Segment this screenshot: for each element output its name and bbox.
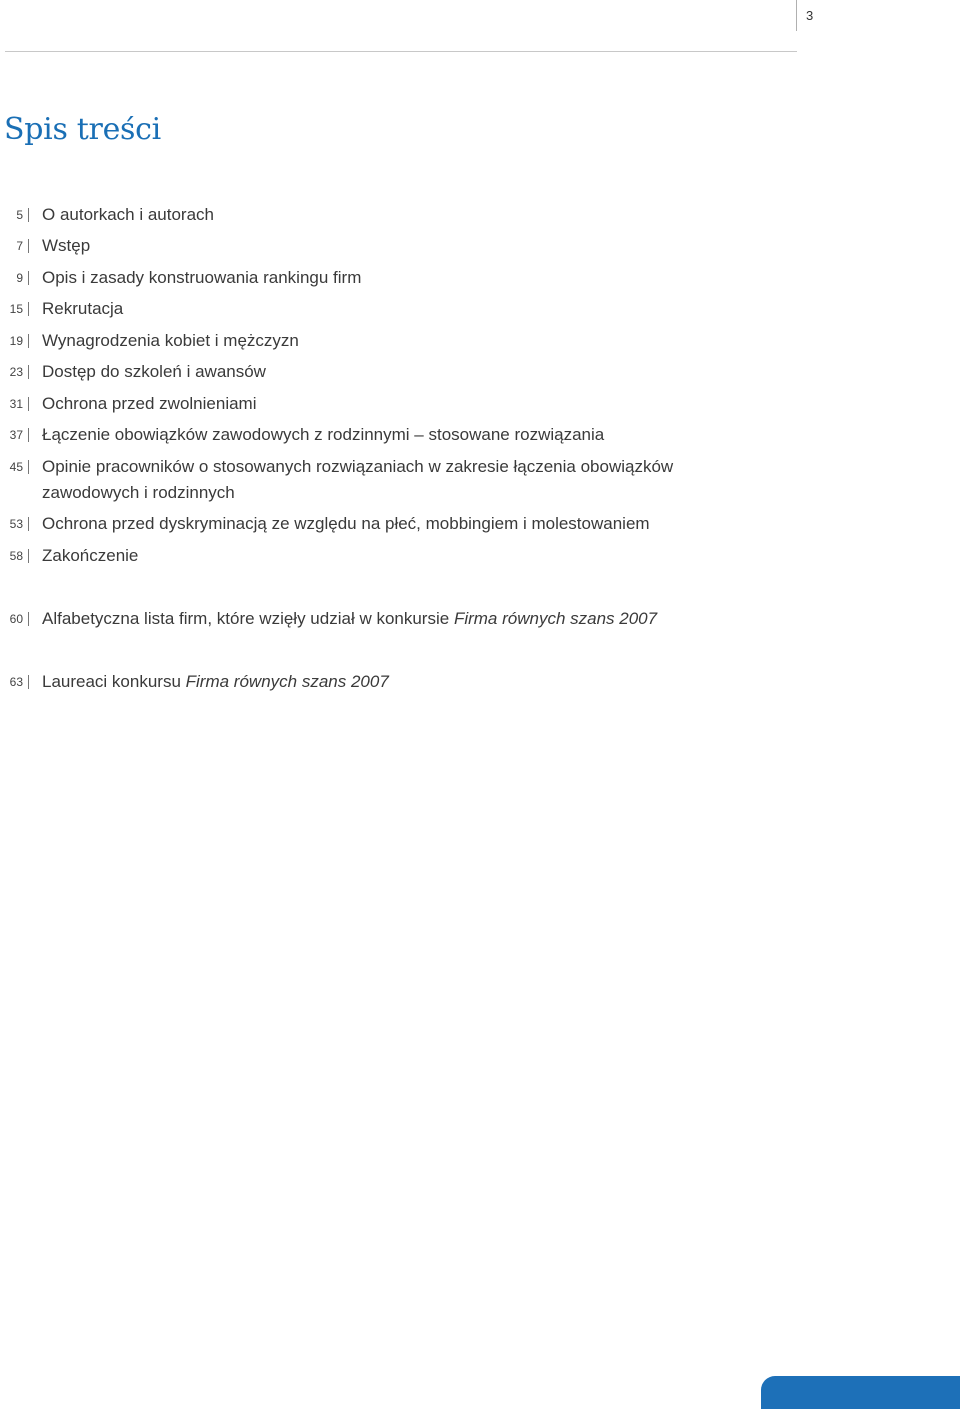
toc-page-number: 19: [9, 334, 23, 348]
toc-separator: [28, 271, 29, 285]
header-rule: [5, 51, 797, 52]
toc-separator: [28, 239, 29, 253]
toc-title-italic: Firma równych szans 2007: [453, 609, 658, 628]
toc-page-number: 9: [16, 271, 23, 285]
toc-separator: [28, 208, 29, 222]
toc-title-text: Laureaci konkursu: [42, 672, 186, 691]
toc-page-number: 58: [9, 549, 23, 563]
toc-title: Wynagrodzenia kobiet i mężczyzn: [42, 331, 299, 350]
toc-page-number: 5: [16, 208, 23, 222]
toc-separator: [28, 334, 29, 348]
toc-page-number: 23: [9, 365, 23, 379]
toc-separator: [28, 549, 29, 563]
toc-separator: [28, 612, 29, 626]
toc-title-italic: Firma równych szans 2007: [185, 672, 389, 691]
toc-title: [42, 454, 742, 506]
toc-title: Dostęp do szkoleń i awansów: [42, 362, 266, 381]
toc-title: Ochrona przed dyskryminacją ze względu na płeć, mobbingiem i molestowaniem: [42, 514, 650, 533]
toc-page-number: 7: [16, 239, 23, 253]
page-number: 3: [806, 8, 814, 23]
toc-page-number: 63: [9, 675, 23, 689]
toc-separator: [28, 365, 29, 379]
toc-title-line-2: zawodowych i rodzinnych: [42, 483, 235, 502]
toc-separator: [28, 397, 29, 411]
toc-page-number: 15: [9, 302, 23, 316]
toc-separator: [28, 460, 29, 474]
toc-page-number: 31: [9, 397, 23, 411]
toc-page-number: 37: [9, 428, 23, 442]
toc-title: Zakończenie: [42, 546, 139, 565]
page-title: Spis treści: [4, 112, 161, 147]
toc-title: O autorkach i autorach: [42, 205, 214, 224]
toc-title: Rekrutacja: [42, 299, 124, 318]
toc-title: Ochrona przed zwolnieniami: [42, 394, 257, 413]
toc-title: [42, 606, 742, 632]
toc-title: Opis i zasady konstruowania rankingu firm: [42, 268, 362, 287]
toc-separator: [28, 675, 29, 689]
toc-separator: [28, 517, 29, 531]
toc-separator: [28, 428, 29, 442]
toc-title: Wstęp: [42, 236, 91, 255]
page-number-separator: [796, 0, 797, 31]
toc-separator: [28, 302, 29, 316]
toc-title-line-1: Opinie pracowników o stosowanych rozwiązaniach w zakresie łączenia obowiązków: [42, 457, 674, 476]
toc-title: [42, 669, 742, 695]
corner-tab: [761, 1376, 960, 1409]
toc-page-number: 60: [9, 612, 23, 626]
toc-page-number: 53: [9, 517, 23, 531]
toc-title: Łączenie obowiązków zawodowych z rodzinnymi – stosowane rozwiązania: [42, 425, 605, 444]
toc-page-number: 45: [9, 460, 23, 474]
toc-title-text: Alfabetyczna lista firm, które wzięły udział w konkursie: [42, 609, 454, 628]
